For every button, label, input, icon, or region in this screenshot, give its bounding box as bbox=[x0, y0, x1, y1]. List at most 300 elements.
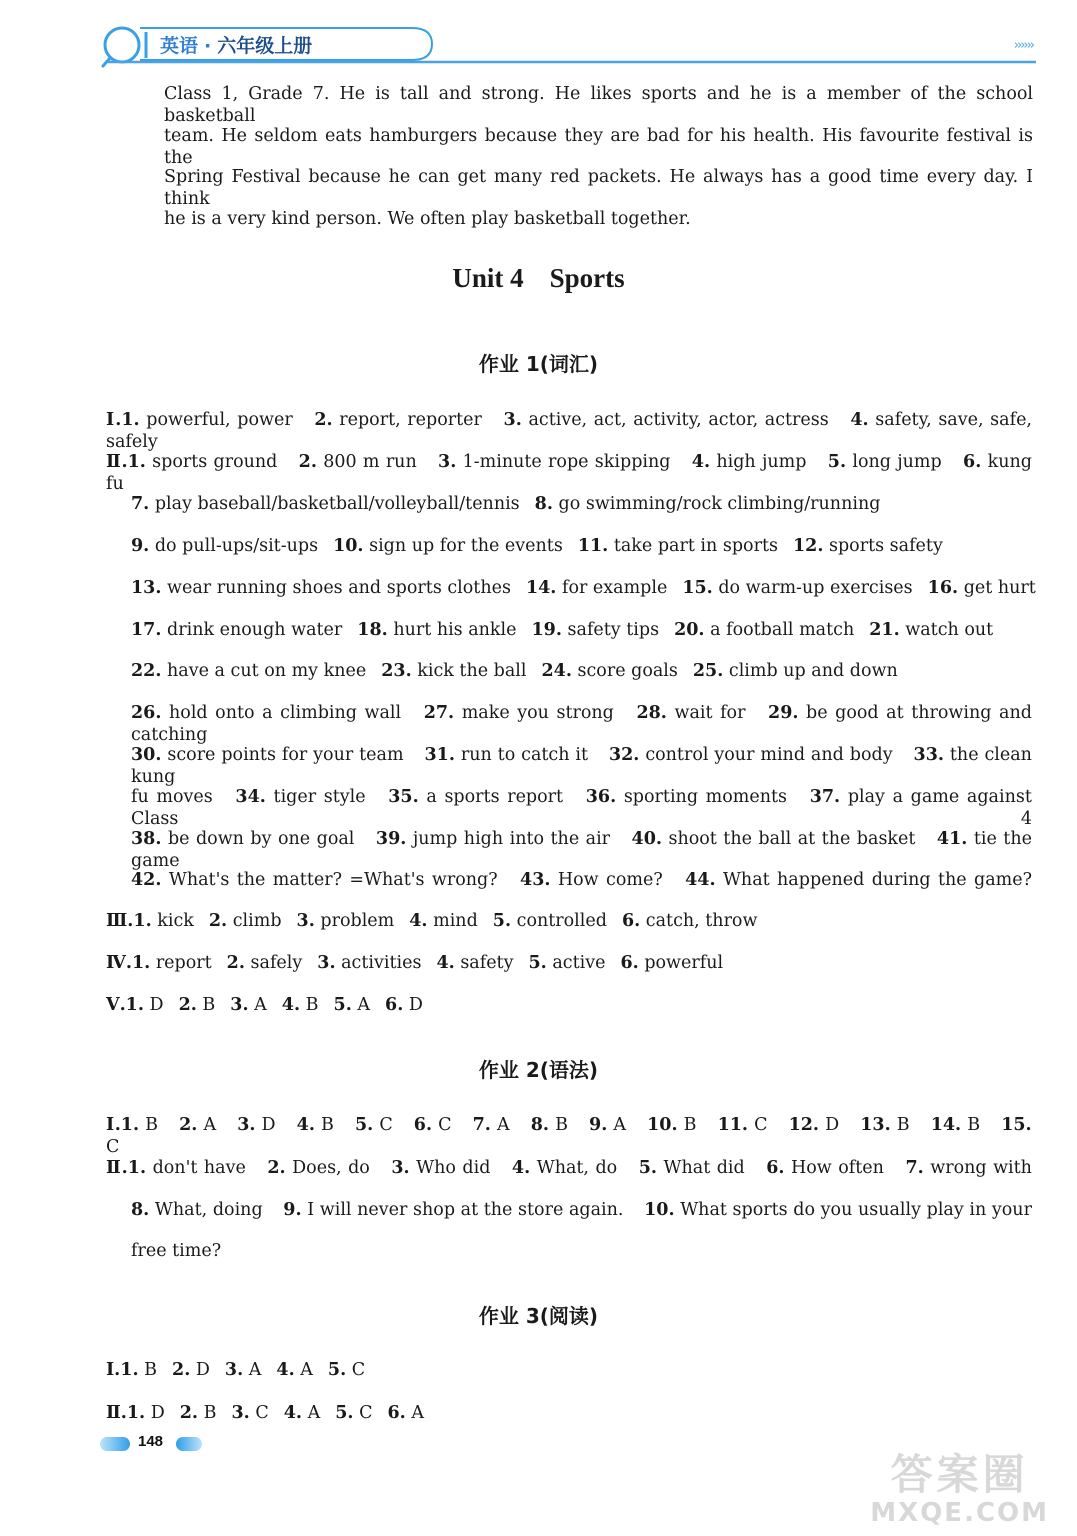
item-number: 9. bbox=[131, 536, 150, 556]
answer-item bbox=[328, 1360, 365, 1380]
item-answer: sporting moments bbox=[623, 787, 788, 807]
answer-item bbox=[931, 1115, 980, 1135]
item-answer: shoot the ball at the basket bbox=[668, 829, 916, 849]
answer-item bbox=[133, 911, 193, 931]
item-answer: What's the matter? =What's wrong? bbox=[168, 870, 498, 890]
item-answer: B bbox=[683, 1115, 697, 1135]
item-answer: get hurt bbox=[963, 578, 1036, 598]
item-answer: safety bbox=[460, 953, 514, 973]
item-answer: a football match bbox=[710, 620, 855, 640]
item-number: 1. bbox=[126, 1403, 146, 1423]
item-answer: for example bbox=[561, 578, 668, 598]
item-number: 40. bbox=[631, 829, 662, 849]
item-number: 11. bbox=[577, 536, 609, 556]
intro-line: team. He seldom eats hamburgers because they are bad for his health. His favourite festival is the bbox=[164, 126, 1033, 168]
item-number: 4. bbox=[281, 995, 301, 1015]
item-answer: hold onto a climbing wall bbox=[169, 703, 402, 723]
item-answer: A bbox=[613, 1115, 627, 1135]
item-answer: D bbox=[408, 995, 423, 1015]
answer-item bbox=[905, 1158, 1032, 1178]
answer-item bbox=[131, 578, 511, 598]
answer-item bbox=[424, 745, 588, 765]
answer-item bbox=[333, 536, 563, 556]
answer-item bbox=[869, 620, 993, 640]
answer-item bbox=[334, 995, 371, 1015]
item-number: 6. bbox=[620, 953, 639, 973]
answer-item bbox=[589, 1115, 626, 1135]
item-answer: safely bbox=[250, 953, 303, 973]
item-number: 41. bbox=[936, 829, 968, 849]
item-number: 39. bbox=[375, 829, 407, 849]
item-answer: 800 m run bbox=[323, 452, 417, 472]
item-answer: wrong with bbox=[930, 1158, 1032, 1178]
item-answer: D bbox=[150, 1403, 165, 1423]
item-answer: A bbox=[496, 1115, 510, 1135]
item-answer: What, doing bbox=[154, 1200, 263, 1220]
item-number: 1. bbox=[131, 953, 151, 973]
item-number: 6. bbox=[413, 1115, 433, 1135]
roman-numeral: Ⅱ. bbox=[106, 452, 128, 472]
item-answer: What did bbox=[663, 1158, 745, 1178]
item-answer: A bbox=[357, 995, 371, 1015]
item-number: 20. bbox=[674, 620, 705, 640]
answer-item bbox=[132, 953, 212, 973]
roman-numeral: Ⅰ. bbox=[106, 1360, 121, 1380]
item-number: 5. bbox=[492, 911, 512, 931]
answer-item bbox=[674, 620, 854, 640]
item-number: 6. bbox=[385, 995, 404, 1015]
item-number: 35. bbox=[388, 787, 419, 807]
item-number: 3. bbox=[438, 452, 457, 472]
item-number: 43. bbox=[520, 870, 551, 890]
item-number: 2. bbox=[226, 953, 245, 973]
answer-row bbox=[106, 1402, 424, 1424]
item-number: 5. bbox=[354, 1115, 374, 1135]
item-answer: powerful, power bbox=[146, 410, 293, 430]
item-number: 5. bbox=[327, 1360, 347, 1380]
answer-item bbox=[520, 870, 663, 890]
answer-row bbox=[106, 1114, 1032, 1158]
item-number: 12. bbox=[792, 536, 824, 556]
item-answer: I will never shop at the store again. bbox=[307, 1200, 624, 1220]
item-answer: A bbox=[307, 1403, 321, 1423]
item-answer: A bbox=[300, 1360, 313, 1380]
item-number: 28. bbox=[636, 703, 667, 723]
answer-item bbox=[230, 995, 267, 1015]
item-number: 29. bbox=[768, 703, 799, 723]
item-answer: score goals bbox=[577, 661, 678, 681]
item-number: 14. bbox=[930, 1115, 962, 1135]
item-answer: play baseball/basketball/volleyball/tennis bbox=[154, 494, 520, 514]
answer-item bbox=[414, 1115, 452, 1135]
item-answer: tie the game bbox=[131, 829, 1032, 871]
item-answer: take part in sports bbox=[613, 536, 778, 556]
item-answer: controlled bbox=[516, 911, 607, 931]
item-number: 6. bbox=[387, 1403, 406, 1423]
item-answer: long jump bbox=[852, 452, 942, 472]
item-answer: C bbox=[359, 1403, 373, 1423]
intro-line: he is a very kind person. We often play basketball together. bbox=[164, 209, 691, 229]
answer-item bbox=[387, 1403, 424, 1423]
item-answer: C bbox=[754, 1115, 768, 1135]
item-number: 10. bbox=[333, 536, 364, 556]
answer-item bbox=[647, 1115, 696, 1135]
item-number: 10. bbox=[644, 1200, 675, 1220]
header-grade: 六年级上册 bbox=[217, 35, 313, 57]
item-number: 7. bbox=[905, 1158, 924, 1178]
item-number: 8. bbox=[530, 1115, 549, 1135]
item-answer: Does, do bbox=[292, 1158, 370, 1178]
item-number: 24. bbox=[541, 661, 572, 681]
item-answer: B bbox=[145, 1115, 159, 1135]
item-answer: C bbox=[255, 1403, 269, 1423]
answer-item bbox=[225, 1360, 262, 1380]
item-answer: B bbox=[203, 1403, 217, 1423]
answer-item bbox=[121, 1115, 158, 1135]
answer-row bbox=[131, 828, 1032, 872]
answer-row bbox=[106, 952, 723, 974]
answer-item bbox=[180, 1403, 217, 1423]
answer-item bbox=[586, 787, 787, 807]
unit-name: Sports bbox=[549, 263, 625, 293]
unit-label: Unit 4 bbox=[452, 263, 524, 293]
item-number: 2. bbox=[179, 1115, 198, 1135]
answer-item bbox=[531, 1115, 568, 1135]
item-number: 33. bbox=[913, 745, 944, 765]
item-answer: active, act, activity, actor, actress bbox=[528, 410, 829, 430]
answer-item bbox=[283, 1200, 623, 1220]
item-number: 38. bbox=[131, 829, 162, 849]
item-number: 32. bbox=[608, 745, 640, 765]
item-answer: tiger style bbox=[273, 787, 366, 807]
item-answer: A bbox=[203, 1115, 217, 1135]
watermark-cn: 答案圈 bbox=[890, 1450, 1029, 1499]
intro-line: Spring Festival because he can get many red packets. He always has a good time every day. I think bbox=[164, 167, 1033, 209]
item-number: 3. bbox=[317, 953, 336, 973]
item-number: 31. bbox=[424, 745, 455, 765]
item-number: 36. bbox=[585, 787, 617, 807]
item-answer: make you strong bbox=[461, 703, 614, 723]
item-answer: How often bbox=[791, 1158, 884, 1178]
item-answer: C bbox=[379, 1115, 393, 1135]
answer-item bbox=[231, 1403, 268, 1423]
item-number: 13. bbox=[131, 578, 162, 598]
item-answer: mind bbox=[433, 911, 478, 931]
item-number: 4. bbox=[691, 452, 711, 472]
answer-item bbox=[620, 953, 723, 973]
item-answer: B bbox=[144, 1360, 158, 1380]
answer-row bbox=[106, 451, 1032, 495]
item-answer: the clean kung bbox=[131, 745, 1032, 787]
hw1-title: 作业 1(词汇) bbox=[478, 352, 599, 376]
item-answer: What happened during the game? bbox=[722, 870, 1032, 890]
answer-item bbox=[299, 452, 417, 472]
item-number: 27. bbox=[423, 703, 455, 723]
answer-item bbox=[860, 1115, 909, 1135]
roman-numeral: Ⅳ. bbox=[106, 953, 132, 973]
item-answer: D bbox=[195, 1360, 210, 1380]
item-number: 14. bbox=[525, 578, 557, 598]
item-answer: report, reporter bbox=[339, 410, 482, 430]
item-answer: have a cut on my knee bbox=[167, 661, 367, 681]
answer-row bbox=[131, 493, 880, 515]
answer-item bbox=[541, 661, 677, 681]
item-number: 3. bbox=[237, 1115, 256, 1135]
item-number: 7. bbox=[131, 494, 150, 514]
roman-numeral: Ⅲ. bbox=[106, 911, 134, 931]
answer-row bbox=[131, 702, 1032, 746]
item-answer: high jump bbox=[716, 452, 807, 472]
item-number: 6. bbox=[766, 1158, 785, 1178]
answer-item bbox=[493, 911, 607, 931]
answer-item bbox=[227, 953, 303, 973]
answer-item bbox=[131, 787, 213, 807]
item-answer: B bbox=[967, 1115, 981, 1135]
item-number: 1. bbox=[127, 1158, 147, 1178]
item-answer: What, do bbox=[536, 1158, 618, 1178]
answer-row bbox=[131, 577, 1036, 599]
item-answer: A bbox=[411, 1403, 424, 1423]
item-number: 4. bbox=[409, 911, 428, 931]
roman-numeral: Ⅰ. bbox=[106, 410, 122, 430]
answer-item bbox=[297, 911, 395, 931]
answer-item bbox=[335, 1403, 372, 1423]
answer-item bbox=[532, 620, 660, 640]
item-number: 3. bbox=[391, 1158, 410, 1178]
answer-item bbox=[385, 995, 423, 1015]
item-answer: sign up for the events bbox=[369, 536, 563, 556]
answer-item bbox=[793, 536, 943, 556]
item-number: 18. bbox=[357, 620, 388, 640]
roman-numeral: Ⅰ. bbox=[106, 1115, 121, 1135]
answer-item bbox=[317, 953, 421, 973]
answer-row bbox=[131, 660, 898, 682]
answer-item bbox=[209, 911, 282, 931]
answer-item bbox=[438, 452, 670, 472]
item-number: 34. bbox=[235, 787, 266, 807]
item-answer: report bbox=[155, 953, 212, 973]
answer-row bbox=[131, 619, 993, 641]
item-answer: C bbox=[351, 1360, 366, 1380]
roman-numeral: Ⅴ. bbox=[106, 995, 126, 1015]
item-answer: hurt his ankle bbox=[393, 620, 517, 640]
item-number: 37. bbox=[809, 787, 841, 807]
item-number: 2. bbox=[208, 911, 228, 931]
roman-numeral: Ⅱ. bbox=[106, 1158, 128, 1178]
answer-row bbox=[106, 1157, 1032, 1179]
answer-item bbox=[632, 829, 916, 849]
item-answer: do warm-up exercises bbox=[718, 578, 913, 598]
answer-row bbox=[131, 1199, 1032, 1221]
answer-item bbox=[685, 870, 1032, 890]
hw3-title: 作业 3(阅读) bbox=[478, 1304, 599, 1328]
item-number: 2. bbox=[178, 995, 197, 1015]
answer-item bbox=[267, 1158, 369, 1178]
item-number: 2. bbox=[267, 1158, 286, 1178]
answer-item bbox=[131, 1241, 221, 1261]
item-number: 4. bbox=[436, 953, 455, 973]
answer-item bbox=[391, 1158, 490, 1178]
item-answer: safety tips bbox=[567, 620, 660, 640]
item-answer: D bbox=[825, 1115, 840, 1135]
item-answer: run to catch it bbox=[460, 745, 589, 765]
item-answer: B bbox=[321, 1115, 334, 1135]
item-number: 15. bbox=[682, 578, 713, 598]
item-number: 42. bbox=[131, 870, 162, 890]
item-number: 5. bbox=[335, 1403, 354, 1423]
answer-item bbox=[276, 1360, 313, 1380]
answer-item bbox=[504, 410, 829, 430]
item-number: 7. bbox=[472, 1115, 491, 1135]
item-answer: a sports report bbox=[426, 787, 564, 807]
answer-item bbox=[120, 1360, 157, 1380]
answer-row bbox=[131, 786, 1032, 830]
item-answer: active bbox=[552, 953, 606, 973]
answer-row bbox=[131, 1240, 221, 1262]
item-answer: What sports do you usually play in your bbox=[680, 1200, 1032, 1220]
answer-item bbox=[609, 745, 893, 765]
item-answer: free time? bbox=[131, 1241, 222, 1261]
answer-item bbox=[128, 452, 278, 472]
item-number: 16. bbox=[927, 578, 959, 598]
answer-item bbox=[131, 620, 342, 640]
answer-item bbox=[682, 578, 912, 598]
item-answer: drink enough water bbox=[167, 620, 343, 640]
item-number: 26. bbox=[131, 703, 162, 723]
item-answer: wait for bbox=[674, 703, 746, 723]
item-answer: wear running shoes and sports clothes bbox=[167, 578, 511, 598]
answer-item bbox=[131, 703, 401, 723]
answer-item bbox=[639, 1158, 745, 1178]
answer-item bbox=[179, 1115, 216, 1135]
item-answer: D bbox=[149, 995, 164, 1015]
answer-item bbox=[578, 536, 778, 556]
answer-item bbox=[131, 536, 318, 556]
answer-item bbox=[636, 703, 745, 723]
item-number: 17. bbox=[131, 620, 162, 640]
item-number: 5. bbox=[827, 452, 847, 472]
watermark-en: MXQE.COM bbox=[870, 1498, 1049, 1528]
page-left-blob-icon bbox=[100, 1437, 130, 1451]
item-answer: How come? bbox=[557, 870, 663, 890]
page-header bbox=[0, 0, 1077, 70]
item-answer: A bbox=[248, 1360, 262, 1380]
answer-item bbox=[131, 1200, 263, 1220]
item-answer: kung fu bbox=[106, 452, 1032, 494]
unit-heading bbox=[0, 263, 1077, 294]
item-number: 19. bbox=[531, 620, 562, 640]
item-answer: do pull-ups/sit-ups bbox=[154, 536, 319, 556]
item-number: 21. bbox=[869, 620, 900, 640]
item-answer: problem bbox=[320, 911, 395, 931]
item-answer: safety, save, safe, safely bbox=[106, 410, 1032, 452]
answer-item bbox=[622, 911, 758, 931]
hw2-title: 作业 2(语法) bbox=[478, 1058, 599, 1082]
item-number: 44. bbox=[685, 870, 716, 890]
page-number: 148 bbox=[138, 1433, 164, 1450]
item-answer: B bbox=[305, 995, 319, 1015]
item-number: 1. bbox=[133, 911, 152, 931]
answer-item bbox=[128, 1158, 246, 1178]
item-number: 8. bbox=[534, 494, 553, 514]
answer-item bbox=[131, 494, 520, 514]
item-number: 1. bbox=[127, 452, 146, 472]
item-answer: control your mind and body bbox=[645, 745, 893, 765]
answer-item bbox=[789, 1115, 840, 1135]
item-number: 9. bbox=[589, 1115, 608, 1135]
item-number: 1. bbox=[121, 410, 140, 430]
answer-item bbox=[436, 953, 513, 973]
item-answer: activities bbox=[341, 953, 422, 973]
item-answer: kick the ball bbox=[417, 661, 527, 681]
answer-row bbox=[131, 744, 1032, 788]
answer-item bbox=[127, 1403, 165, 1423]
answer-item bbox=[528, 953, 605, 973]
item-answer: score points for your team bbox=[167, 745, 404, 765]
item-number: 1. bbox=[120, 1115, 140, 1135]
answer-row bbox=[131, 535, 943, 557]
header-subject: 英语 bbox=[160, 35, 199, 57]
answer-item bbox=[172, 1360, 210, 1380]
item-number: 23. bbox=[381, 661, 412, 681]
item-number: 12. bbox=[788, 1115, 820, 1135]
item-answer: powerful bbox=[644, 953, 724, 973]
answer-item bbox=[424, 703, 614, 723]
answer-item bbox=[357, 620, 516, 640]
item-answer: catch, throw bbox=[645, 911, 758, 931]
answer-item bbox=[473, 1115, 510, 1135]
answer-item bbox=[355, 1115, 393, 1135]
answer-item bbox=[376, 829, 610, 849]
answer-row bbox=[106, 994, 423, 1016]
roman-numeral: Ⅱ. bbox=[106, 1403, 127, 1423]
answer-item bbox=[693, 661, 898, 681]
item-answer: climb up and down bbox=[728, 661, 898, 681]
item-answer: sports safety bbox=[829, 536, 943, 556]
item-answer: C bbox=[438, 1115, 452, 1135]
item-number: 3. bbox=[503, 410, 522, 430]
item-answer: A bbox=[254, 995, 267, 1015]
answer-row bbox=[106, 409, 1032, 453]
item-answer: 1-minute rope skipping bbox=[462, 452, 671, 472]
item-number: 11. bbox=[717, 1115, 749, 1135]
item-number: 3. bbox=[230, 995, 249, 1015]
item-number: 2. bbox=[179, 1403, 199, 1423]
answer-item bbox=[692, 452, 807, 472]
item-number: 4. bbox=[296, 1115, 315, 1135]
item-number: 30. bbox=[131, 745, 162, 765]
item-number: 2. bbox=[172, 1360, 191, 1380]
item-number: 3. bbox=[296, 911, 315, 931]
answer-item bbox=[766, 1158, 884, 1178]
item-answer: play a game against Class 4 bbox=[131, 787, 1032, 829]
item-answer: sports ground bbox=[152, 452, 278, 472]
item-answer: be down by one goal bbox=[167, 829, 355, 849]
item-number: 3. bbox=[224, 1360, 244, 1380]
item-answer: D bbox=[261, 1115, 276, 1135]
item-number: 1. bbox=[120, 1360, 139, 1380]
answer-item bbox=[297, 1115, 334, 1135]
answer-item bbox=[828, 452, 942, 472]
item-number: 22. bbox=[131, 661, 162, 681]
answer-item bbox=[235, 787, 365, 807]
answer-item bbox=[131, 870, 498, 890]
answer-item bbox=[284, 1403, 321, 1423]
answer-item bbox=[535, 494, 881, 514]
item-answer: B bbox=[202, 995, 216, 1015]
item-number: 10. bbox=[647, 1115, 678, 1135]
item-answer: B bbox=[896, 1115, 910, 1135]
